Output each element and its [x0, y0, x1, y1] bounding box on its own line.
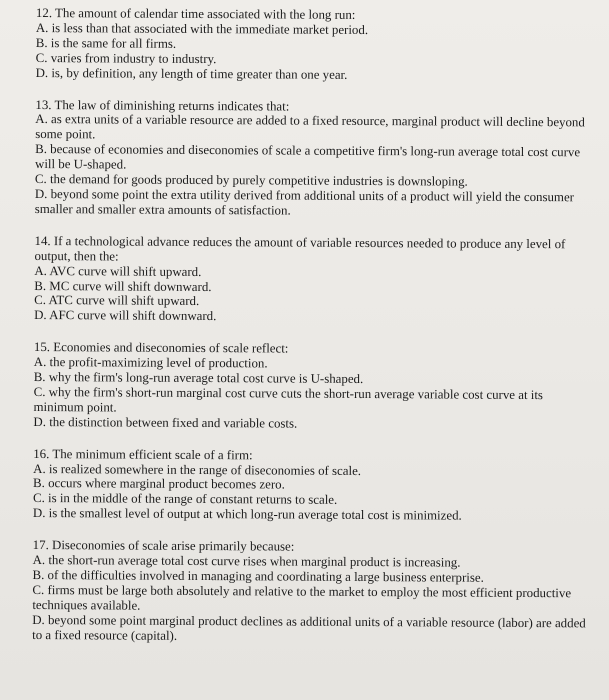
answer-option-b: B. of the difficulties involved in managing and coordinating a large business enterprise.	[32, 567, 484, 585]
answer-option-b: B. because of economies and diseconomies of scale a competitive firm's long-run average total cost curve will be U-shaped.	[34, 142, 581, 172]
question-prompt: 12. The amount of calendar time associated with the long run:	[35, 6, 356, 22]
answer-option-b: B. is the same for all firms.	[35, 35, 177, 51]
answer-option-b: B. MC curve will shift downward.	[34, 278, 212, 294]
answer-option-b: B. why the firm's long-run average total cost curve is U-shaped.	[33, 370, 364, 387]
answer-option-d: D. is the smallest level of output at which long-run average total cost is minimized.	[32, 506, 462, 523]
question-12	[36, 6, 596, 84]
answer-option-a: A. the short-run average total cost curve rises when marginal product is increasing.	[32, 553, 461, 570]
question-prompt: 14. If a technological advance reduces the amount of variable resources needed to produce any level of output, then the:	[34, 233, 566, 264]
answer-option-a: A. AVC curve will shift upward.	[34, 263, 202, 279]
question-16	[33, 447, 593, 525]
answer-option-b: B. occurs where marginal product becomes zero.	[33, 476, 285, 492]
answer-option-d: D. is, by definition, any length of time greater than one year.	[35, 65, 348, 82]
answer-option-d: D. beyond some point the extra utility derived from additional units of a product will yield the consumer smaller and smaller extra amounts of satisfaction.	[34, 186, 575, 218]
answer-option-d: D. AFC curve will shift downward.	[34, 308, 217, 324]
answer-option-c: C. why the firm's short-run marginal cost curve cuts the short-run average variable cost curve at its minimum point.	[33, 384, 544, 415]
answer-option-c: C. varies from industry to industry.	[35, 50, 217, 66]
question-prompt: 13. The law of diminishing returns indicates that:	[35, 97, 290, 114]
answer-option-a: A. is realized somewhere in the range of diseconomies of scale.	[33, 461, 362, 478]
answer-option-a: A. the profit-maximizing level of production.	[33, 355, 268, 371]
question-15	[33, 340, 594, 433]
answer-option-a: A. as extra units of a variable resource are added to a fixed resource, marginal product will decline beyond some point.	[35, 112, 585, 142]
question-13	[35, 98, 596, 221]
answer-option-c: C. the demand for goods produced by purely competitive industries is downsloping.	[34, 172, 468, 189]
answer-option-c: C. is in the middle of the range of constant returns to scale.	[32, 491, 338, 508]
question-prompt: 16. The minimum efficient scale of a firm:	[33, 446, 253, 462]
answer-option-d: D. the distinction between fixed and variable costs.	[33, 414, 298, 431]
question-14	[34, 234, 595, 327]
question-17	[32, 538, 593, 646]
answer-option-d: D. beyond some point marginal product declines as additional units of a variable resource (labor) are added to a fixed resource (capital).	[32, 612, 586, 643]
answer-option-c: C. ATC curve will shift upward.	[34, 293, 200, 309]
question-list	[32, 6, 596, 663]
answer-option-a: A. is less than that associated with the immediate market period.	[35, 20, 369, 37]
question-prompt: 17. Diseconomies of scale arise primarily because:	[32, 538, 295, 554]
answer-option-c: C. firms must be large both absolutely and relative to the market to employ the most efficient productive techniques available.	[32, 582, 572, 613]
question-prompt: 15. Economies and diseconomies of scale reflect:	[33, 340, 289, 356]
